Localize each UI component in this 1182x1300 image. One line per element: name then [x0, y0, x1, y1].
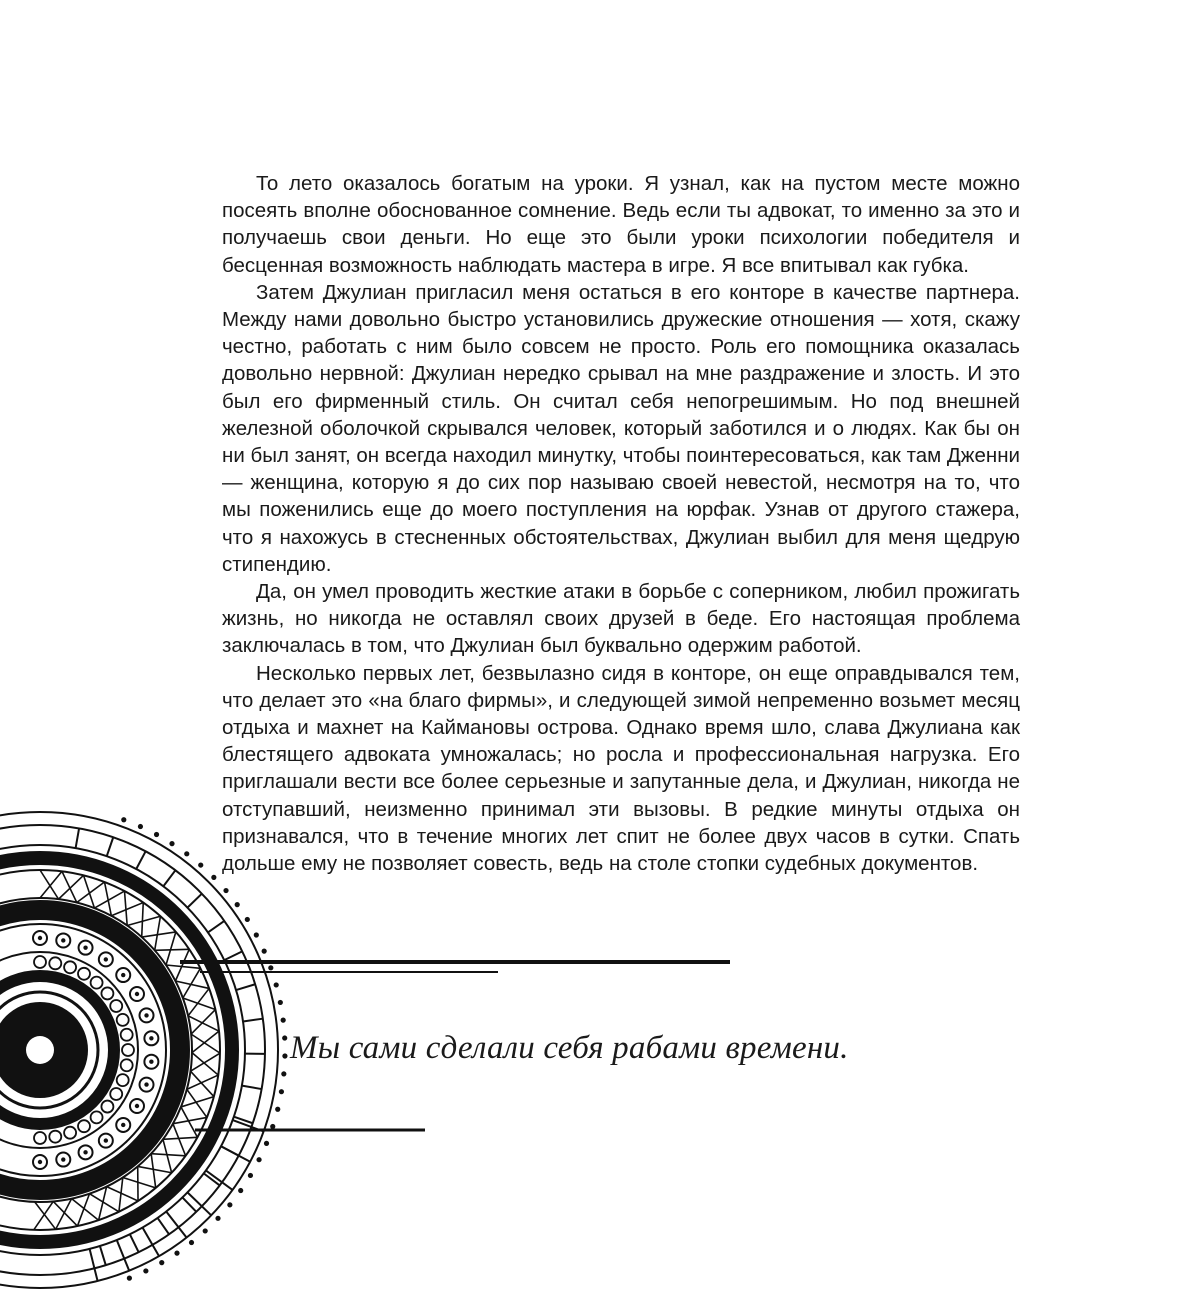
paragraph: То лето оказалось богатым на уроки. Я узнал, как на пустом месте можно посеять вполне обоснованное сомнение. Ведь если ты адвокат, то именно за это и получаешь свои деньги. Но еще это были уроки психологии победителя и бесценная возможность наблюдать мастера в игре. Я все впитывал как губка. [222, 172, 1020, 277]
mandala-circle [0, 812, 288, 1288]
body-text [222, 170, 1020, 877]
pull-quote: Мы сами сделали себя рабами времени. [290, 1030, 849, 1066]
paragraph: Несколько первых лет, безвылазно сидя в конторе, он еще оправдывался тем, что делает это «на благо фирмы», и следующей зимой непременно возьмет месяц отдыха и махнет на Каймановы острова. Однако время шло, слава Джулиана как блестящего адвоката умножалась; но росла и профессиональная нагрузка. Его приглашали вести все более серьезные и запутанные дела, и Джулиан, никогда не отступавший, неизменно принимал эти вызовы. В редкие минуты отдыха он признавался, что в течение многих лет спит не более двух часов в сутки. Спать дольше ему не позволяет совесть, ведь на столе стопки судебных документов. [222, 661, 1020, 876]
paragraph: Да, он умел проводить жесткие атаки в борьбе с соперником, любил прожигать жизнь, но никогда не оставлял своих друзей в беде. Его настоящая проблема заключалась в том, что Джулиан был буквально одержим работой. [222, 580, 1020, 658]
paragraph: Затем Джулиан пригласил меня остаться в его конторе в качестве партнера. Между нами довольно быстро установились дружеские отношения — хотя, скажу честно, работать с ним было совсем не просто. Роль его помощника оказалась довольно нервной: Джулиан нередко срывал на мне раздражение и злость. И это был его фирменный стиль. Он считал себя непогрешимым. Но под внешней железной оболочкой скрывался человек, который заботился и о людях. Как бы он ни был занят, он всегда находил минутку, чтобы поинтересоваться, как там Дженни — женщина, которую я до сих пор называю своей невестой, несмотря на то, что мы поженились еще до моего поступления на юрфак. Узнав от другого стажера, что я нахожусь в стесненных обстоятельствах, Джулиан выбил для меня щедрую стипендию. [222, 280, 1021, 576]
